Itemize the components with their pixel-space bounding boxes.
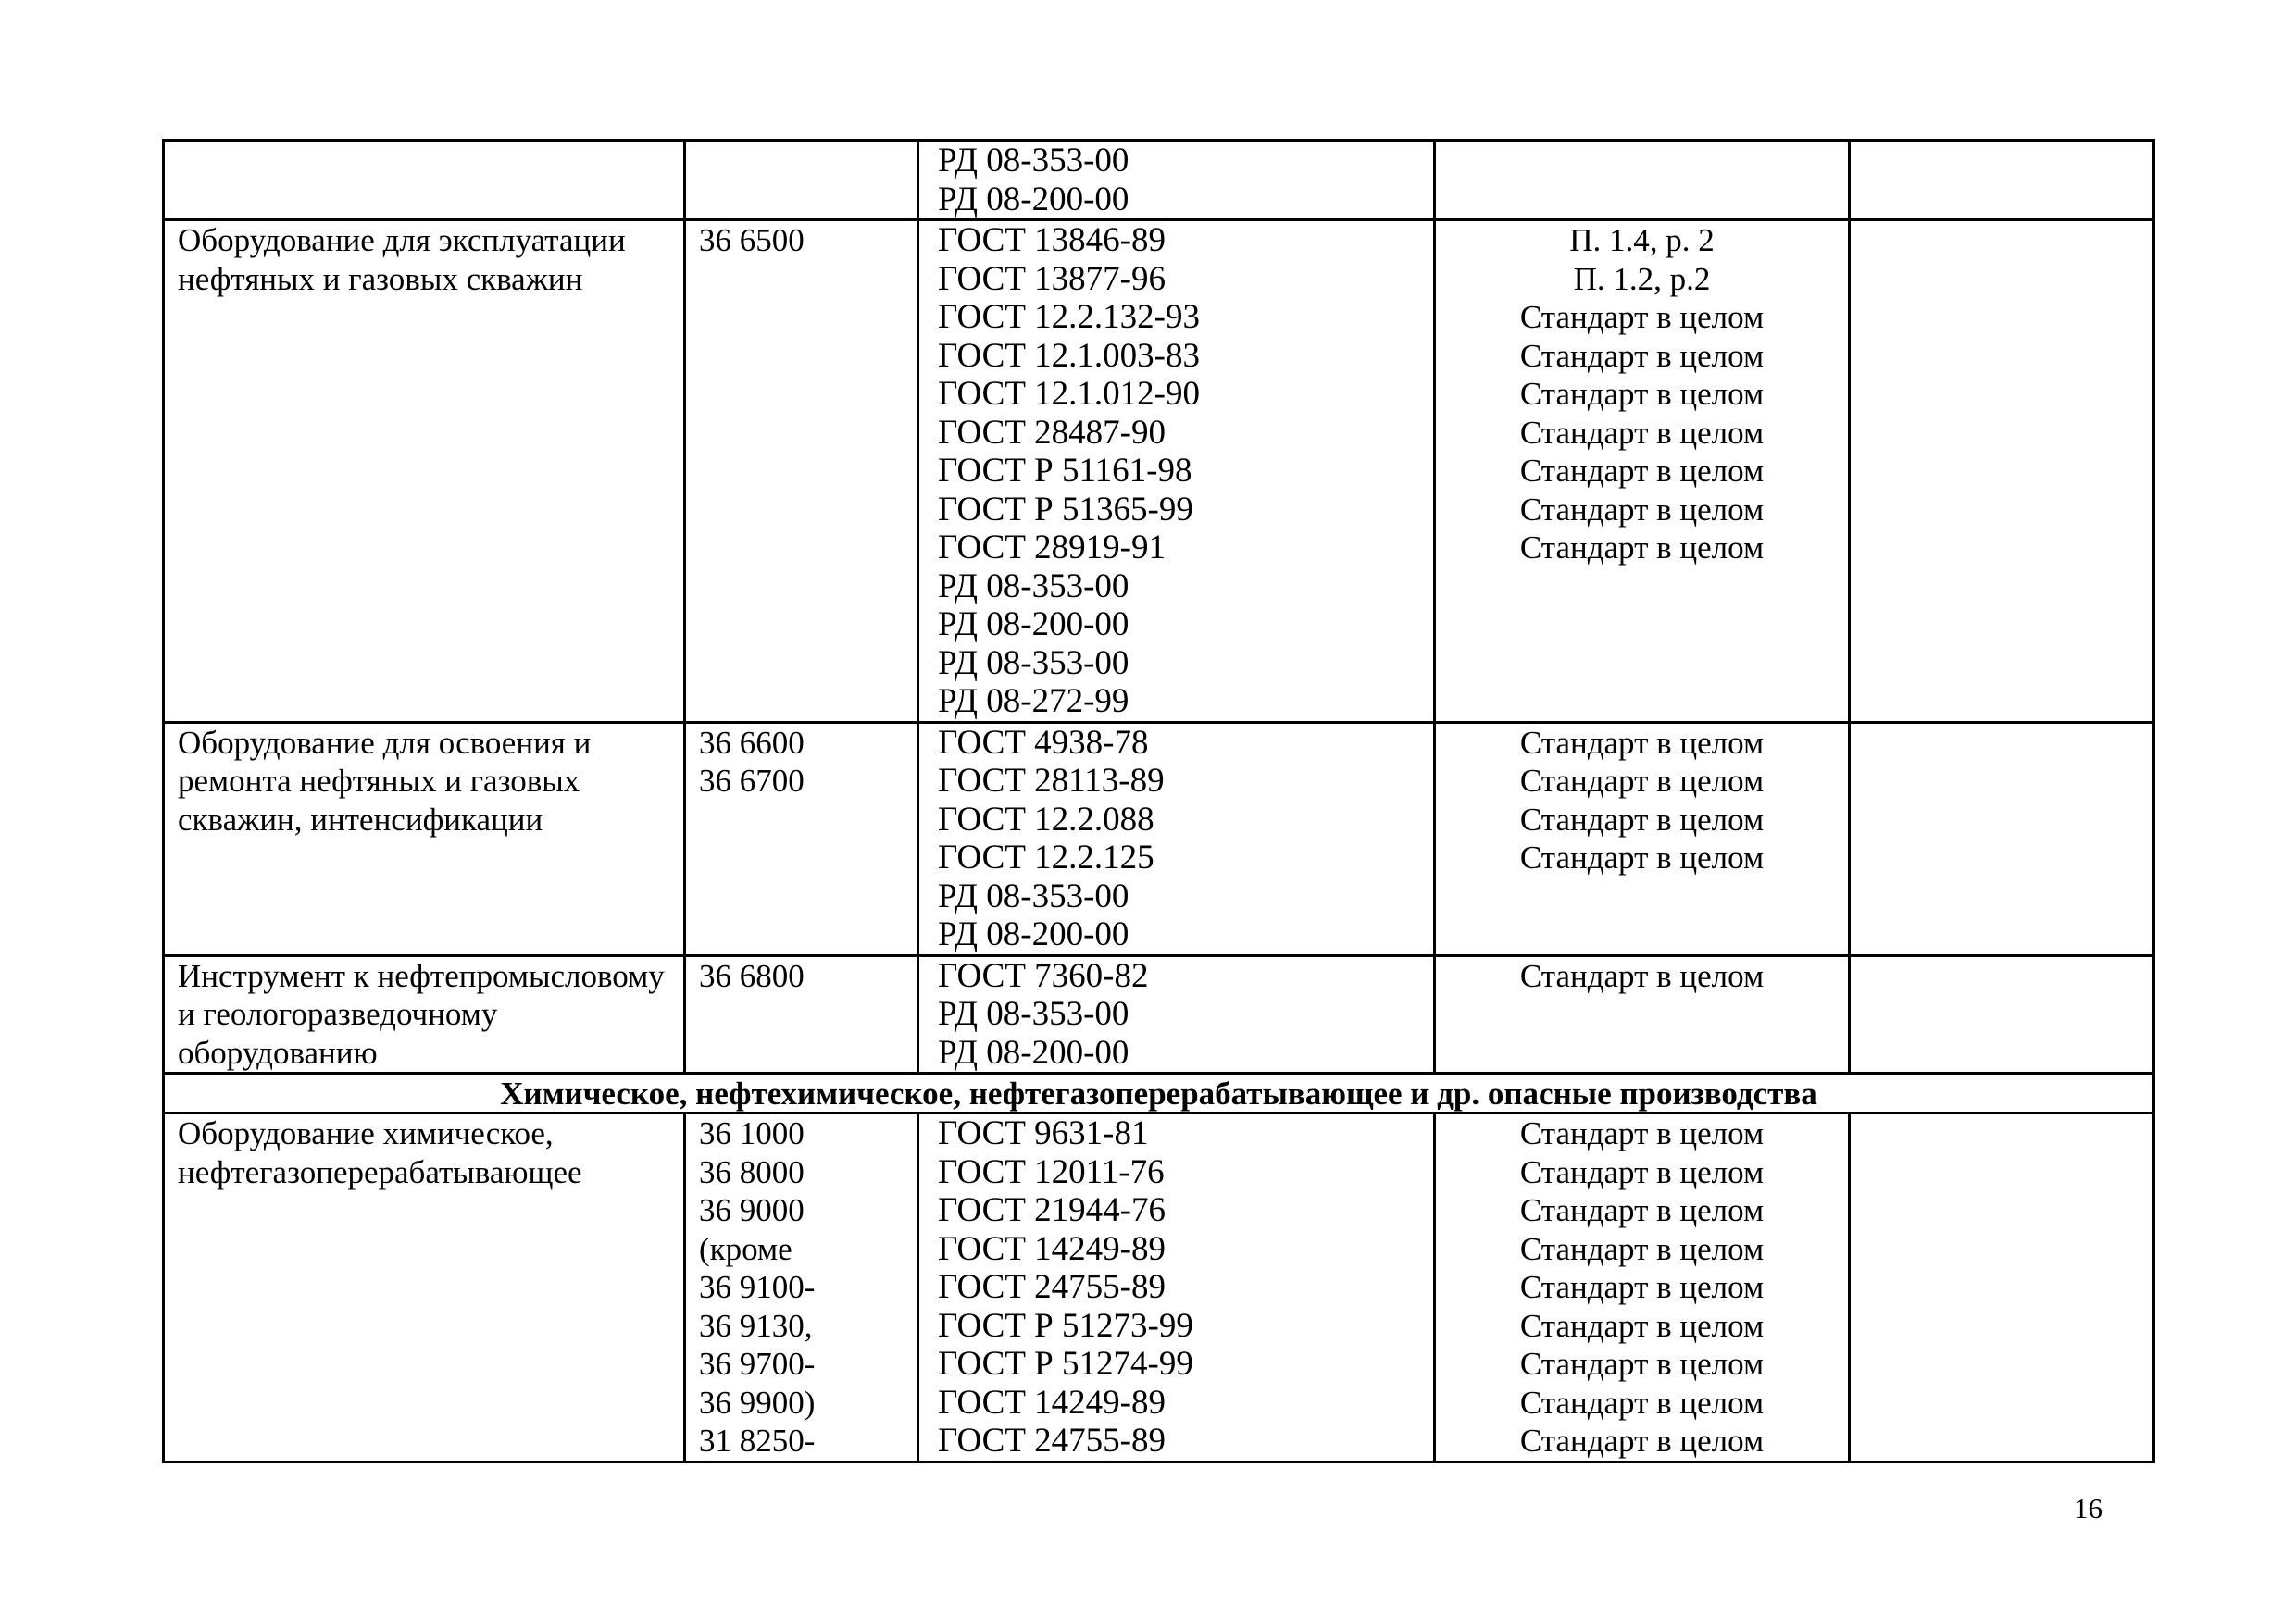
standard-designation: ГОСТ 14249-89 xyxy=(938,1229,1166,1268)
okp-code-cell xyxy=(685,955,918,1074)
scope-text: Стандарт в целом xyxy=(1519,1192,1765,1228)
okp-code-cell xyxy=(685,722,918,955)
equipment-name: Инструмент к нефтепромысловому и геологоразведочному оборудованию xyxy=(178,957,665,1071)
scope-text: Стандарт в целом xyxy=(1519,801,1765,838)
okp-code: 36 9700- xyxy=(699,1346,816,1382)
note-cell xyxy=(1850,722,2154,955)
standard-designation: ГОСТ 24755-89 xyxy=(938,1422,1166,1460)
equipment-name: Оборудование химическое, нефтегазоперерабатывающее xyxy=(178,1115,582,1190)
equipment-name-cell xyxy=(164,141,685,220)
scope-text: Стандарт в целом xyxy=(1519,1346,1765,1382)
standards-table xyxy=(162,139,2155,1463)
scope-text: Стандарт в целом xyxy=(1519,1115,1765,1151)
standard-designation: ГОСТ 7360-82 xyxy=(938,956,1149,995)
okp-code: 36 9000 xyxy=(699,1192,805,1228)
standard-designation: РД 08-200-00 xyxy=(938,915,1129,953)
standard-designation: РД 08-200-00 xyxy=(938,605,1129,643)
okp-code: 36 6800 xyxy=(699,957,805,994)
table-row xyxy=(164,1113,2154,1462)
scope-text: Стандарт в целом xyxy=(1519,1269,1765,1305)
scope-text: Стандарт в целом xyxy=(1519,414,1765,451)
standard-designation: ГОСТ 12.1.003-83 xyxy=(938,336,1200,375)
okp-code: 36 6600 xyxy=(699,724,805,761)
scope-cell xyxy=(1435,1113,1850,1462)
table-row xyxy=(164,141,2154,220)
standards-cell xyxy=(918,722,1435,955)
table-row xyxy=(164,955,2154,1074)
standard-designation: ГОСТ 21944-76 xyxy=(938,1191,1166,1229)
note-cell xyxy=(1850,955,2154,1074)
okp-code: 36 9130, xyxy=(699,1307,813,1344)
standard-designation: РД 08-200-00 xyxy=(938,180,1129,218)
standard-designation: ГОСТ 14249-89 xyxy=(938,1383,1166,1422)
okp-code: 36 8000 xyxy=(699,1153,805,1190)
equipment-name-cell xyxy=(164,1113,685,1462)
table-row xyxy=(164,220,2154,723)
standard-designation: ГОСТ 12.2.088 xyxy=(938,800,1154,839)
okp-code: 31 8250- xyxy=(699,1423,816,1459)
scope-text: Стандарт в целом xyxy=(1519,763,1765,799)
scope-cell xyxy=(1435,955,1850,1074)
scope-text: Стандарт в целом xyxy=(1519,376,1765,412)
standard-designation: РД 08-353-00 xyxy=(938,643,1129,682)
scope-text: Стандарт в целом xyxy=(1519,724,1765,761)
okp-code: 36 1000 xyxy=(699,1115,805,1151)
standard-designation: РД 08-353-00 xyxy=(938,877,1129,915)
scope-text: Стандарт в целом xyxy=(1519,957,1765,994)
standard-designation: РД 08-200-00 xyxy=(938,1033,1129,1072)
scope-cell xyxy=(1435,220,1850,723)
scope-text: Стандарт в целом xyxy=(1519,453,1765,489)
page-number: 16 xyxy=(2074,1492,2103,1524)
okp-code: 36 9100- xyxy=(699,1269,816,1305)
standard-designation: ГОСТ 24755-89 xyxy=(938,1268,1166,1306)
standard-designation: ГОСТ 12011-76 xyxy=(938,1152,1165,1191)
standard-designation: РД 08-272-99 xyxy=(938,682,1129,720)
standard-designation: РД 08-353-00 xyxy=(938,566,1129,605)
okp-code: 36 9900) xyxy=(699,1384,816,1421)
standard-designation: РД 08-353-00 xyxy=(938,995,1129,1033)
okp-code: (кроме xyxy=(699,1230,792,1267)
scope-text: Стандарт в целом xyxy=(1519,1423,1765,1459)
equipment-name-cell xyxy=(164,220,685,723)
okp-code: 36 6500 xyxy=(699,222,805,258)
standard-designation: ГОСТ 9631-81 xyxy=(938,1114,1149,1152)
standard-designation: ГОСТ Р 51161-98 xyxy=(938,452,1192,490)
okp-code: 36 6700 xyxy=(699,763,805,799)
scope-cell xyxy=(1435,141,1850,220)
standard-designation: ГОСТ 13877-96 xyxy=(938,259,1166,298)
okp-code-cell xyxy=(685,1113,918,1462)
standard-designation: ГОСТ 12.1.012-90 xyxy=(938,375,1200,413)
standard-designation: РД 08-353-00 xyxy=(938,142,1129,180)
equipment-name-cell xyxy=(164,955,685,1074)
scope-text: Стандарт в целом xyxy=(1519,1230,1765,1267)
scope-text: П. 1.2, р.2 xyxy=(1573,260,1711,297)
standards-cell xyxy=(918,141,1435,220)
equipment-name: Оборудование для эксплуатации нефтяных и газовых скважин xyxy=(178,222,626,297)
scope-text: Стандарт в целом xyxy=(1519,1384,1765,1421)
scope-text: Стандарт в целом xyxy=(1519,299,1765,335)
standard-designation: ГОСТ 13846-89 xyxy=(938,221,1166,259)
scope-text: Стандарт в целом xyxy=(1519,529,1765,566)
section-title: Химическое, нефтехимическое, нефтегазоперерабатывающее и др. опасные производства xyxy=(164,1074,2154,1113)
standard-designation: ГОСТ 12.2.125 xyxy=(938,839,1154,877)
equipment-name-cell xyxy=(164,722,685,955)
standard-designation: ГОСТ 12.2.132-93 xyxy=(938,298,1200,336)
okp-code-cell xyxy=(685,220,918,723)
standards-cell xyxy=(918,1113,1435,1462)
standard-designation: ГОСТ 4938-78 xyxy=(938,723,1149,762)
note-cell xyxy=(1850,1113,2154,1462)
table-row xyxy=(164,722,2154,955)
standard-designation: ГОСТ 28113-89 xyxy=(938,762,1165,800)
standard-designation: ГОСТ Р 51273-99 xyxy=(938,1306,1193,1345)
section-header-row xyxy=(164,1074,2154,1113)
standards-cell xyxy=(918,955,1435,1074)
note-cell xyxy=(1850,220,2154,723)
standard-designation: ГОСТ 28487-90 xyxy=(938,413,1166,452)
scope-text: Стандарт в целом xyxy=(1519,1307,1765,1344)
scope-cell xyxy=(1435,722,1850,955)
standards-cell xyxy=(918,220,1435,723)
standard-designation: ГОСТ Р 51274-99 xyxy=(938,1345,1193,1383)
standard-designation: ГОСТ 28919-91 xyxy=(938,529,1166,566)
scope-text: Стандарт в целом xyxy=(1519,491,1765,528)
equipment-name: Оборудование для освоения и ремонта нефтяных и газовых скважин, интенсификации xyxy=(178,724,592,838)
scope-text: Стандарт в целом xyxy=(1519,1153,1765,1190)
okp-code-cell xyxy=(685,141,918,220)
table-body xyxy=(164,141,2154,1462)
scope-text: Стандарт в целом xyxy=(1519,337,1765,374)
scope-text: Стандарт в целом xyxy=(1519,840,1765,876)
note-cell xyxy=(1850,141,2154,220)
standard-designation: ГОСТ Р 51365-99 xyxy=(938,490,1193,529)
scope-text: П. 1.4, р. 2 xyxy=(1569,222,1715,258)
